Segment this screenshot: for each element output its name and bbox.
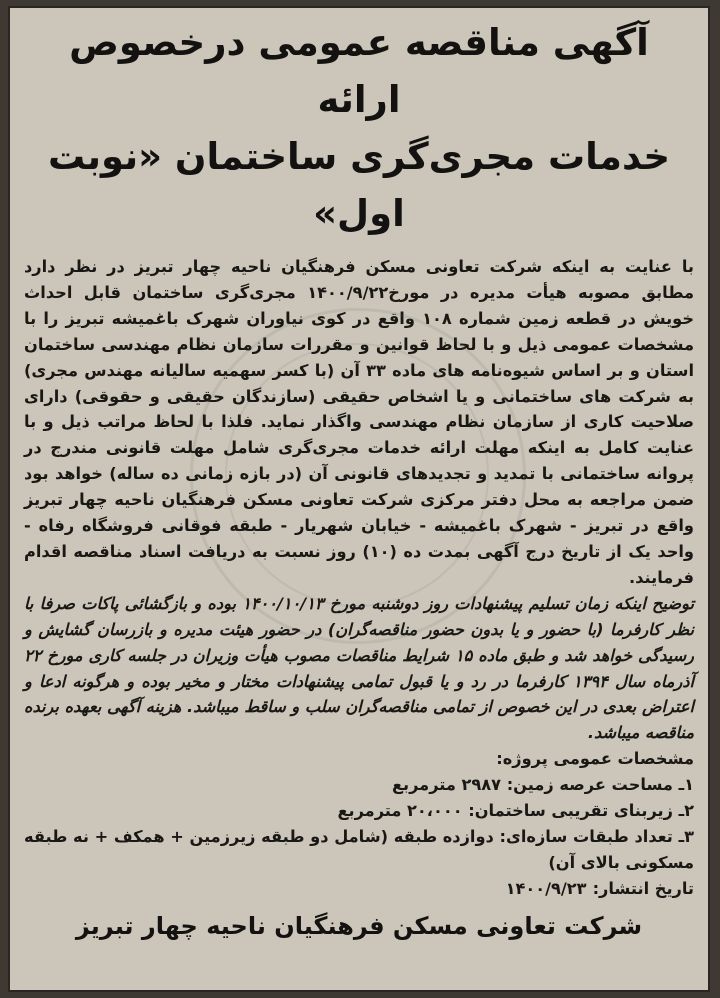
notice-paragraph-main: با عنایت به اینکه شرکت تعاونی مسکن فرهنگیان ناحیه چهار تبریز در نظر دارد مطابق مصوبه هیأت مدیره در مورخ۱۴۰۰/۹/۲۲ مجری‌گری ساختمان قابل احداث خویش در قطعه زمین شماره ۱۰۸ واقع در کوی نیاوران شهرک باغمیشه تبریز را با مشخصات عمومی ذیل و با لحاظ قوانین و مقررات سازمان نظام مهندسی ساختمان استان و بر اساس شیوه‌نامه های ماده ۳۳ آن (با کسر سهمیه سالیانه مهندس مجری) به شرکت های ساختمانی و یا اشخاص حقیقی (سازندگان حقیقی و حقوقی) دارای صلاحیت کاری از سازمان نظام مهندسی واگذار نماید. فلذا با لحاظ مراتب ذیل و با عنایت کامل به اینکه مهلت ارائه خدمات مجری‌گری شامل مهلت قانونی مندرج در پروانه ساختمانی با تمدید و تجدیدهای قانونی آن (در بازه زمانی ده ساله) خواهد بود ضمن مراجعه به محل دفتر مرکزی شرکت تعاونی مسکن فرهنگیان ناحیه چهار تبریز واقع در تبریز - شهرک باغمیشه - خیابان شهریار - طبقه فوقانی فروشگاه رفاه - واحد یک از تاریخ درج آگهی بمدت ده (۱۰) روز نسبت به دریافت اسناد مناقصه اقدام فرمایند. <box>24 257 694 587</box>
publish-date-value: ۱۴۰۰/۹/۲۳ <box>505 878 587 898</box>
notice-title-line-1: آگهی مناقصه عمومی درخصوص ارائه <box>69 21 649 121</box>
notice-body <box>24 254 694 902</box>
project-specs-heading: مشخصات عمومی پروژه: <box>496 749 694 769</box>
newspaper-clipping <box>8 6 710 992</box>
notice-title <box>24 14 694 242</box>
spec-land-area: ۱ـ مساحت عرصه زمین: ۲۹۸۷ مترمربع <box>391 775 694 795</box>
publish-date-label: تاریخ انتشار: <box>592 878 694 898</box>
notice-title-line-2: خدمات مجری‌گری ساختمان «نوبت اول» <box>48 135 670 235</box>
issuer-signature: شرکت تعاونی مسکن فرهنگیان ناحیه چهار تبریز <box>75 911 643 940</box>
publish-date <box>24 876 694 902</box>
spec-floor-count: ۳ـ تعداد طبقات سازه‌ای: دوازده طبقه (شامل دو طبقه زیرزمین + همکف + نه طبقه مسکونی بالای آن) <box>24 826 694 872</box>
spec-building-area: ۲ـ زیربنای تقریبی ساختمان: ۲۰،۰۰۰ مترمربع <box>337 801 694 821</box>
notice-paragraph-explanation: توضیح اینکه زمان تسلیم پیشنهادات روز دوشنبه مورخ ۱۴۰۰/۱۰/۱۳ بوده و بازگشائی پاکات صرفا با نظر کارفرما (با حضور و یا بدون حضور مناقصه‌گران) در حضور هیئت مدیره و بازرسان گشایش و رسیدگی خواهد شد و طبق ماده ۱۵ شرایط مناقصات مصوب هیأت وزیران در جلسه کاری مورخ ۲۲ آذرماه سال ۱۳۹۴ کارفرما در رد و یا قبول تمامی پیشنهادات مختار و مخیر بوده و هرگونه ادعا و اعتراض بعدی در این خصوص از تمامی مناقصه‌گران سلب و ساقط میباشد. هزینه آگهی بعهده برنده مناقصه میباشد. <box>24 593 695 743</box>
